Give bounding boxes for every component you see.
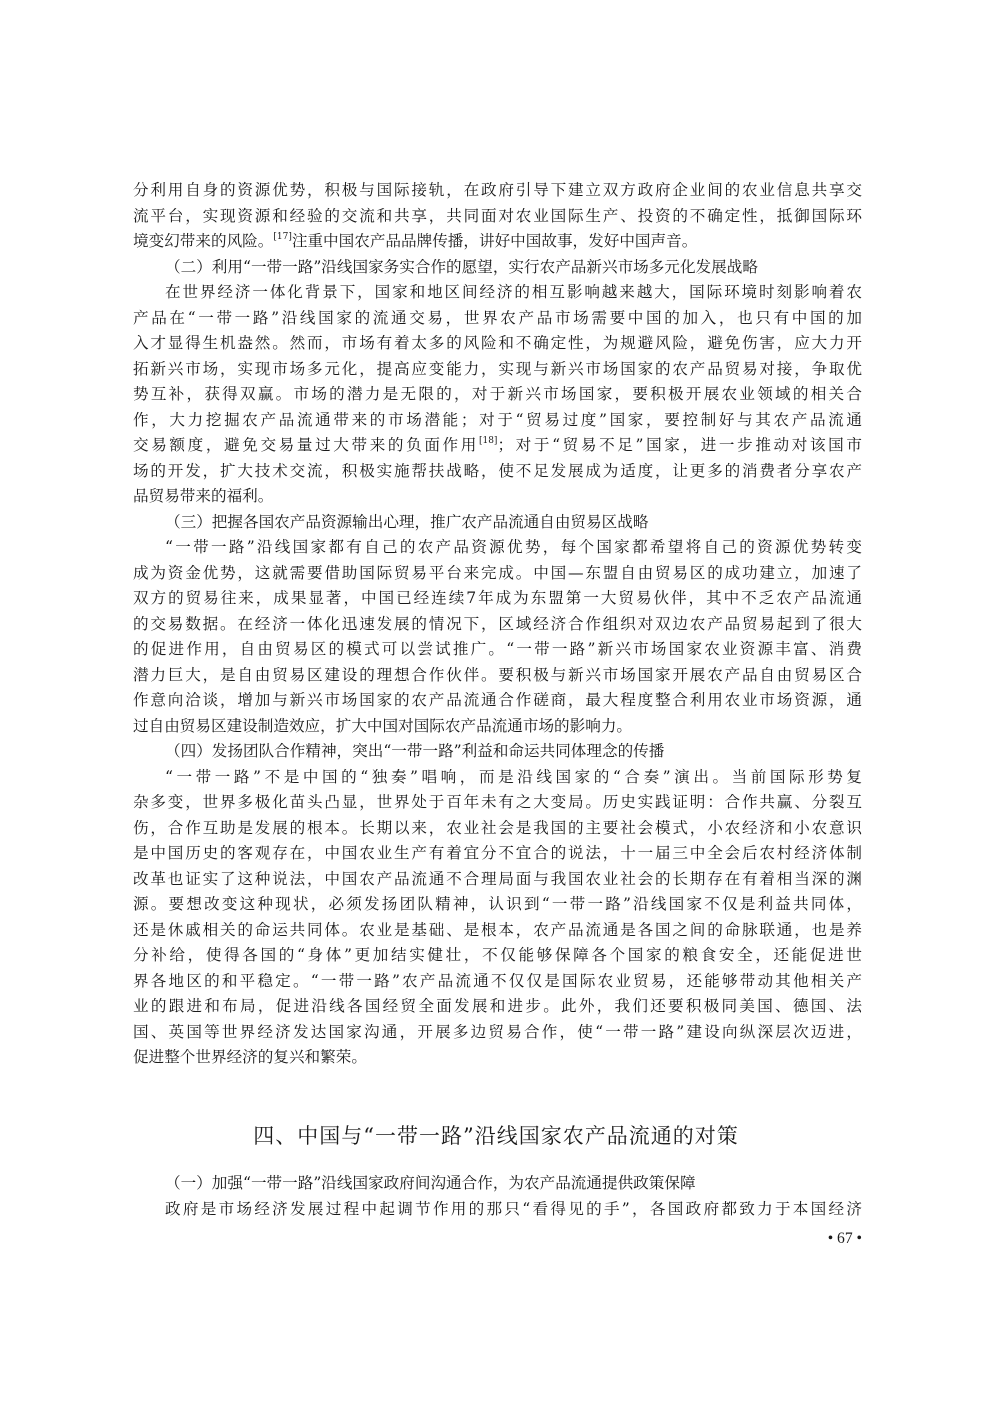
page-number: • 67 • [827,1230,862,1247]
paragraph-line: 双方的贸易往来，成果显著，中国已经连续7年成为东盟第一大贸易伙伴，其中不乏农产品流通 [133,589,862,607]
paragraph-line: 改革也证实了这种说法，中国农产品流通不合理局面与我国农业社会的长期存在有着相当深的渊 [133,869,862,888]
paragraph-line: 作意向洽谈，增加与新兴市场国家的农产品流通合作磋商，最大程度整合利用农业市场资源，通 [133,691,862,709]
section-title: 四、中国与“一带一路”沿线国家农产品流通的对策 [253,1124,739,1148]
paragraph-line: 品贸易带来的福利。 [133,487,274,505]
paragraph-line: 促进整个世界经济的复兴和繁荣。 [133,1048,367,1066]
line-text: ；对于“贸易不足”国家，进一步推动对该国市 [497,436,862,454]
paragraph-line: 政府是市场经济发展过程中起调节作用的那只“看得见的手”，各国政府都致力于本国经济 [165,1199,862,1218]
line-text: 交易额度，避免交易量过大带来的负面作用 [133,436,479,454]
subsection-heading-2: （二）利用“一带一路”沿线国家务实合作的愿望，实行农产品新兴市场多元化发展战略 [165,257,758,276]
paragraph-line: 的促进作用，自由贸易区的模式可以尝试推广。“一带一路”新兴市场国家农业资源丰富、消费 [133,640,862,658]
subsection-heading-4: （四）发扬团队合作精神，突出“一带一路”利益和命运共同体理念的传播 [165,742,665,760]
subsection-heading-3: （三）把握各国农产品资源输出心理，推广农产品流通自由贸易区战略 [165,512,649,531]
paragraph-line: 作，大力挖掘农产品流通带来的市场潜能；对于“贸易过度”国家，要控制好与其农产品流通 [133,410,862,429]
paragraph-line: 流平台，实现资源和经验的交流和共享，共同面对农业国际生产、投资的不确定性，抵御国际环 [133,206,862,225]
paragraph-line: 杂多变，世界多极化苗头凸显，世界处于百年未有之大变局。历史实践证明：合作共赢、分裂互 [133,793,862,811]
paragraph-line [133,433,862,459]
paragraph-line: 过自由贸易区建设制造效应，扩大中国对国际农产品流通市场的影响力。 [133,716,633,735]
paragraph-line: 业的跟进和布局，促进沿线各国经贸全面发展和进步。此外，我们还要积极同美国、德国、法 [133,997,862,1015]
paragraph-line: 还是休戚相关的命运共同体。农业是基础、是根本，农产品流通是各国之间的命脉联通，也是养 [133,920,862,939]
paragraph-line: 成为资金优势，这就需要借助国际贸易平台来完成。中国—东盟自由贸易区的成功建立，加速了 [133,563,862,582]
body-text-block [133,178,862,1071]
paragraph-line: 入才显得生机盎然。然而，市场有着太多的风险和不确定性，为规避风险，避免伤害，应大力开 [133,334,862,352]
paragraph-line: 是中国历史的客观存在，中国农业生产有着宜分不宜合的说法，十一届三中全会后农村经济体制 [133,844,862,862]
paragraph-line: 界各地区的和平稳定。“一带一路”农产品流通不仅仅是国际农业贸易，还能够带动其他相关产 [133,971,862,990]
line-text: 注重中国农产品品牌传播，讲好中国故事，发好中国声音。 [291,232,698,250]
paragraph-line: “一带一路”不是中国的“独奏”唱响，而是沿线国家的“合奏”演出。当前国际形势复 [165,767,862,786]
line-text: 境变幻带来的风险。 [133,232,274,250]
paragraph-line: 场的开发，扩大技术交流，积极实施帮扶战略，使不足发展成为适度，让更多的消费者分享农产 [133,461,862,480]
paragraph-line: 潜力巨大，是自由贸易区建设的理想合作伙伴。要积极与新兴市场国家开展农产品自由贸易区合 [133,665,862,684]
paragraph-line: 分补给，使得各国的“身体”更加结实健壮，不仅能够保障各个国家的粮食安全，还能促进世 [133,946,862,964]
paragraph-line [133,229,862,255]
paragraph-line: 分利用自身的资源优势，积极与国际接轨，在政府引导下建立双方政府企业间的农业信息共享交 [133,181,862,199]
paragraph-line: 国、英国等世界经济发达国家沟通，开展多边贸易合作，使“一带一路”建设向纵深层次迈进， [133,1022,862,1041]
paragraph-line: 拓新兴市场，实现市场多元化，提高应变能力，实现与新兴市场国家的农产品贸易对接，争取优 [133,359,862,378]
paragraph-line: 在世界经济一体化背景下，国家和地区间经济的相互影响越来越大，国际环境时刻影响着农 [165,283,862,301]
paragraph-line: 的交易数据。在经济一体化迅速发展的情况下，区域经济合作组织对双边农产品贸易起到了很大 [133,614,862,633]
subsection-heading-1: （一）加强“一带一路”沿线国家政府间沟通合作，为农产品流通提供政策保障 [165,1174,696,1192]
paragraph-line: 源。要想改变这种现状，必须发扬团队精神，认识到“一带一路”沿线国家不仅是利益共同体， [133,895,862,913]
paragraph-line: 伤，合作互助是发展的根本。长期以来，农业社会是我国的主要社会模式，小农经济和小农意识 [133,818,862,837]
paragraph-line: “一带一路”沿线国家都有自己的农产品资源优势，每个国家都希望将自己的资源优势转变 [165,538,862,556]
citation-ref-18: [18] [478,436,498,446]
paragraph-line: 产品在“一带一路”沿线国家的流通交易，世界农产品市场需要中国的加入，也只有中国的加 [133,308,862,327]
body-text-block [133,1171,862,1222]
citation-ref-17: [17] [273,232,292,242]
paragraph-line: 势互补，获得双赢。市场的潜力是无限的，对于新兴市场国家，要积极开展农业领域的相关合 [133,385,862,403]
